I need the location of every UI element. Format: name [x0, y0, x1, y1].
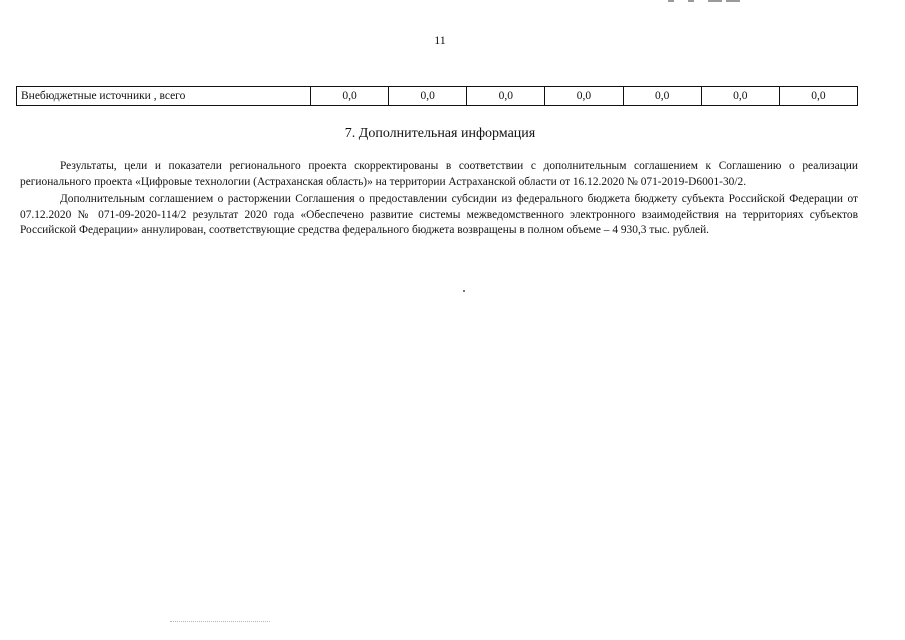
table-cell: 0,0 — [623, 87, 701, 106]
paragraph: Дополнительным соглашением о расторжении Соглашения о предоставлении субсидии из федерального бюджета бюджету субъекта Российской Федерации от 07.12.2020 № 071-09-2020-114/2 результат 2020 года «Обеспечено развитие системы межведомственного электронного взаимодействия на территориях субъектов Российской Федерации» аннулирован, соответствующие средства федерального бюджета возвращены в полном объеме – 4 930,3 тыс. рублей. — [20, 193, 858, 236]
table-cell: 0,0 — [701, 87, 779, 106]
table-cell: 0,0 — [545, 87, 623, 106]
section-heading: 7. Дополнительная информация — [344, 126, 536, 141]
scan-artifact-top — [668, 0, 748, 3]
table-row — [17, 87, 858, 106]
table-cell: 0,0 — [311, 87, 389, 106]
section-body — [20, 159, 858, 241]
row-label: Внебюджетные источники , всего — [17, 87, 311, 106]
page-number: 11 — [434, 33, 446, 47]
table-cell: 0,0 — [389, 87, 467, 106]
scan-artifact-dot — [463, 290, 465, 292]
scan-artifact-bottom — [170, 621, 270, 624]
budget-table — [16, 86, 858, 106]
paragraph: Результаты, цели и показатели регионального проекта скорректированы в соответствии с дополнительным соглашением к Соглашению о реализации регионального проекта «Цифровые технологии (Астраханская область)» на территории Астраханской области от 16.12.2020 № 071-2019-D6001-30/2. — [20, 160, 858, 188]
table-cell: 0,0 — [779, 87, 857, 106]
table-cell: 0,0 — [467, 87, 545, 106]
